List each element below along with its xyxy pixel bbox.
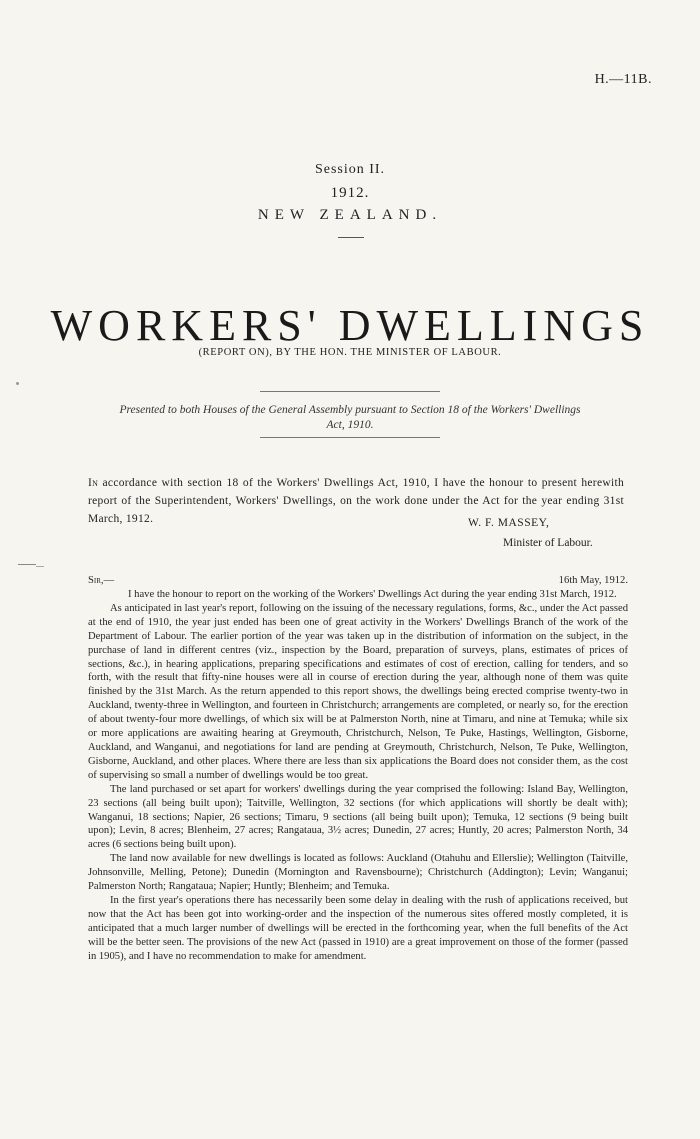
signature-name: W. F. MASSEY, [468, 517, 550, 529]
session-label: Session II. [314, 162, 386, 177]
letter-paragraph-3: The land purchased or set apart for workers' dwellings during the year comprised the following: Island Bay, Wellington, 23 sections (all being built upon); Taitville, Wellington, 32 sections (for which applications will shortly be dealt with); Wanganui, 18 sections; Napier, 26 sections; Timaru, 9 sections (all being built upon); Temuka, 12 sections (9 being built upon); Levin, 8 acres; Blenheim, 27 acres; Rangataua, 3½ acres; Dunedin, 27 acres; Huntly, 20 acres; Palmerston North, 34 acres (6 sections being built upon). [88, 783, 628, 851]
letter-salutation: Sir,— [88, 575, 115, 586]
intro-lead: In [88, 477, 99, 489]
margin-dash-small [36, 566, 44, 567]
presented-statement [0, 403, 700, 433]
presented-rule-top [260, 391, 440, 392]
header-divider [338, 237, 364, 238]
margin-mark [16, 382, 19, 385]
session-year: 1912. [330, 185, 370, 201]
country-heading: NEW ZEALAND. [257, 207, 443, 223]
document-title: WORKERS' DWELLINGS [50, 301, 650, 350]
letter-header-row [88, 574, 628, 588]
letter-body [88, 574, 628, 963]
presented-rule-bottom [260, 437, 440, 438]
margin-dash [18, 564, 36, 565]
letter-date: 16th May, 1912. [558, 575, 628, 586]
presented-line-1: Presented to both Houses of the General Assembly pursuant to Section 18 of the Workers' Dwellings [119, 404, 581, 416]
presented-line-2: Act, 1910. [326, 419, 374, 431]
letter-paragraph-1: I have the honour to report on the working of the Workers' Dwellings Act during the year ending 31st March, 1912. [128, 589, 617, 600]
letter-paragraph-5: In the first year's operations there has necessarily been some delay in dealing with the rush of applications received, but now that the Act has been got into working-order and the inspection of the numerous sites offered mostly completed, it is anticipated that a much larger number of dwellings will be erected in the forthcoming year, when the full benefits of the Act will be the better seen. The provisions of the new Act (passed in 1910) are a great improvement on those of the former (passed in 1905), and I have no recommendation to make for amendment. [88, 894, 628, 962]
signature-title: Minister of Labour. [503, 537, 593, 549]
letter-paragraph-4: The land now available for new dwellings is located as follows: Auckland (Otahuhu and Ellerslie); Wellington (Taitville, Johnsonville, Melling, Petone); Dunedin (Mornington and Ravensbourne); Christchurch (Addington); Levin; Wanganui; Palmerston North; Rangataua; Napier; Huntly; Blenheim; and Temuka. [88, 853, 628, 893]
intro-text: accordance with section 18 of the Workers' Dwellings Act, 1910, I have the honour to present herewith report of the Superintendent, Workers' Dwellings, on the work done under the Act for the year ending 31st March, 1912. [88, 477, 624, 525]
document-reference: H.—11B. [594, 72, 652, 87]
document-subtitle: (REPORT ON), BY THE HON. THE MINISTER OF LABOUR. [198, 347, 502, 358]
letter-paragraph-2: As anticipated in last year's report, following on the issuing of the necessary regulations, forms, &c., under the Act passed at the end of 1910, the year just ended has been one of great activity in the Workers' Dwellings Branch of the work of the Department of Labour. The earlier portion of the year was taken up in the distribution of information on the subject, in the purchase of land in different centres (viz., inspection by the Board, preparation of surveys, plans, estimates of prices of sections, &c.), in hearing applications, preparing specifications and estimates of cost of erection, calling for tenders, and so forth, with the result that fifty-nine houses were all in course of erection during the year, although none of them was quite finished by the 31st March. As the return appended to this report shows, the dwellings being erected comprise twenty-two in Auckland, twenty-three in Wellington, and fourteen in Christchurch; arrangements are completed, or nearly so, for the erection of about twenty-four more dwellings, of which six will be at Palmerston North, nine at Timaru, and nine at Temuka; while six or more applications are awaiting hearing at Greymouth, Christchurch, Nelson, Te Puke, Hastings, Wellington, Gisborne, Auckland, and Wanganui, and negotiations for land are pending at Greymouth, Christchurch, Nelson, Te Puke, Wellington, Gisborne, Auckland, and other places. Where there are less than six applications the Board does not consider them, as the cost of supervising so small a number of dwellings would be too great. [88, 602, 628, 781]
